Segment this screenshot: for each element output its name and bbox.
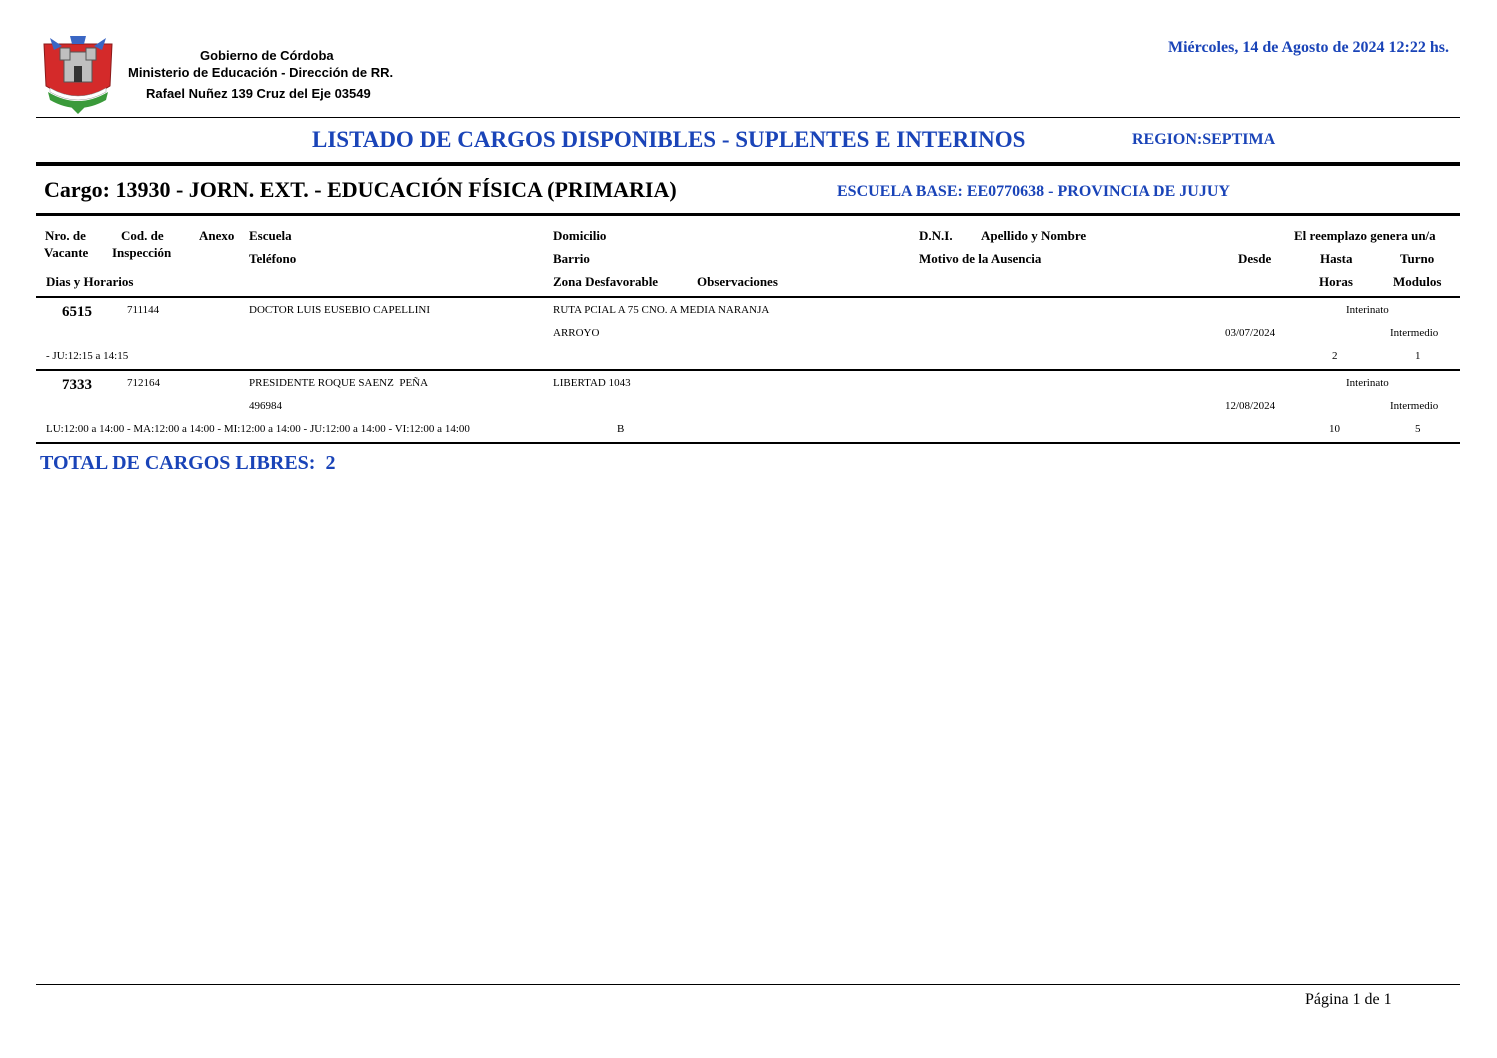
escuela-base: ESCUELA BASE: EE0770638 - PROVINCIA DE JUJUY — [837, 183, 1230, 200]
turno: Intermedio — [1390, 327, 1439, 339]
col-cod-de: Cod. de — [121, 228, 164, 243]
org-ministry: Ministerio de Educación - Dirección de RR. — [128, 65, 394, 80]
barrio: ARROYO — [553, 327, 600, 339]
coat-of-arms-logo — [40, 36, 116, 114]
domicilio: RUTA PCIAL A 75 CNO. A MEDIA NARANJA — [553, 304, 770, 316]
col-horas: Horas — [1319, 274, 1353, 289]
modulos: 1 — [1415, 350, 1421, 362]
col-vacante: Vacante — [44, 245, 89, 260]
row-divider — [36, 369, 1460, 371]
col-zona: Zona Desfavorable — [553, 274, 659, 289]
col-reemplazo: El reemplazo genera un/a — [1294, 228, 1436, 243]
col-telefono: Teléfono — [249, 251, 297, 266]
col-nro-de: Nro. de — [45, 228, 86, 243]
org-address: Rafael Nuñez 139 Cruz del Eje 03549 — [146, 86, 371, 101]
cod-inspeccion: 711144 — [127, 304, 160, 316]
desde: 12/08/2024 — [1225, 400, 1276, 412]
escuela-name: PRESIDENTE ROQUE SAENZ PEÑA — [249, 377, 429, 389]
tipo: Interinato — [1346, 304, 1389, 316]
tipo: Interinato — [1346, 377, 1389, 389]
col-desde: Desde — [1238, 251, 1272, 266]
col-dni: D.N.I. — [919, 228, 953, 243]
escuela-name: DOCTOR LUIS EUSEBIO CAPELLINI — [249, 304, 430, 316]
col-escuela: Escuela — [249, 228, 292, 243]
col-inspeccion: Inspección — [112, 245, 172, 260]
page-number: Página 1 de 1 — [1305, 991, 1392, 1008]
col-observaciones: Observaciones — [697, 274, 778, 289]
col-motivo: Motivo de la Ausencia — [919, 251, 1042, 266]
col-apellido: Apellido y Nombre — [981, 228, 1087, 243]
cargo-divider — [36, 213, 1460, 216]
telefono: 496984 — [249, 400, 282, 412]
turno: Intermedio — [1390, 400, 1439, 412]
col-anexo: Anexo — [199, 228, 235, 243]
domicilio: LIBERTAD 1043 — [553, 377, 631, 389]
total-cargos: TOTAL DE CARGOS LIBRES: 2 — [40, 452, 336, 474]
col-modulos: Modulos — [1393, 274, 1442, 289]
title-divider — [36, 162, 1460, 166]
header-divider — [36, 117, 1460, 118]
vacante-number: 7333 — [62, 377, 92, 393]
dias-horarios: - JU:12:15 a 14:15 — [46, 350, 129, 362]
footer-divider — [36, 984, 1460, 985]
col-hasta: Hasta — [1320, 251, 1353, 266]
modulos: 5 — [1415, 423, 1421, 435]
col-dias-horarios: Dias y Horarios — [46, 274, 134, 289]
report-datetime: Miércoles, 14 de Agosto de 2024 12:22 hs. — [1167, 39, 1449, 56]
cargo-label: Cargo: 13930 - JORN. EXT. - EDUCACIÓN FÍSICA (PRIMARIA) — [44, 177, 677, 202]
cod-inspeccion: 712164 — [127, 377, 160, 389]
horas: 2 — [1332, 350, 1338, 362]
region-label: REGION:SEPTIMA — [1132, 131, 1276, 148]
col-turno: Turno — [1400, 251, 1435, 266]
org-name: Gobierno de Córdoba — [200, 48, 334, 63]
col-domicilio: Domicilio — [553, 228, 607, 243]
col-barrio: Barrio — [553, 251, 590, 266]
table-bottom-divider — [36, 442, 1460, 444]
zona: B — [617, 423, 625, 435]
horas: 10 — [1329, 423, 1340, 435]
vacante-number: 6515 — [62, 304, 92, 320]
dias-horarios: LU:12:00 a 14:00 - MA:12:00 a 14:00 - MI:12:00 a 14:00 - JU:12:00 a 14:00 - VI:12:00 a 14:00 — [46, 423, 470, 435]
desde: 03/07/2024 — [1225, 327, 1276, 339]
page-title: LISTADO DE CARGOS DISPONIBLES - SUPLENTES E INTERINOS — [312, 127, 1026, 152]
provincial-coat-of-arms-icon — [40, 36, 116, 114]
table-header-divider — [36, 296, 1460, 298]
